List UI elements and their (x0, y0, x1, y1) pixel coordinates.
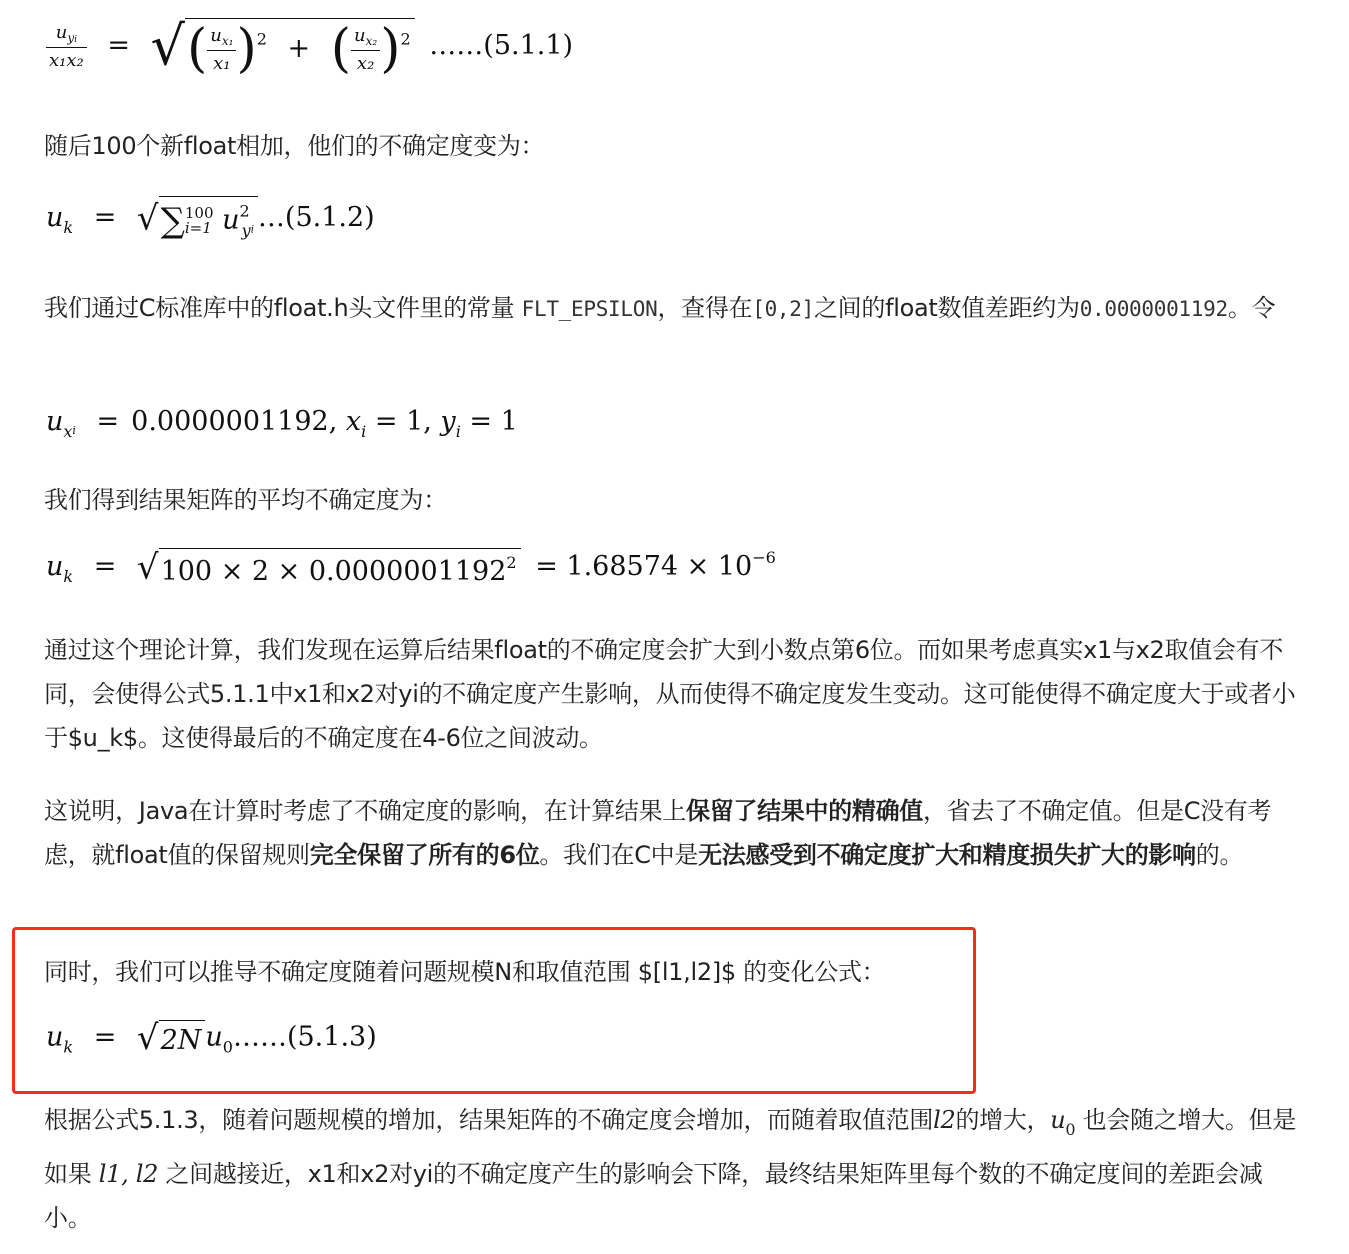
paragraph-intro-sum: 随后100个新float相加，他们的不确定度变为： (44, 132, 545, 160)
bold-text: 完全保留了所有的6位 (309, 841, 540, 869)
paragraph-theory-analysis: 通过这个理论计算，我们发现在运算后结果float的不确定度会扩大到小数点第6位。而如果考虑真实x1与x2取值会有不同，会使得公式5.1.1中x1和x2对yi的不确定度产生影响，从而使得不确定度发生变动。这可能使得不确定度大于或者小于$u_k$。这使得最后的不确定度在4-6位之间波动。 (44, 636, 1296, 752)
paragraph-scale-formula: 同时，我们可以推导不确定度随着问题规模N和取值范围 $[l1,l2]$ 的变化公式： (44, 958, 886, 986)
paragraph-flt-epsilon: 我们通过C标准库中的float.h头文件里的常量 FLT_EPSILON，查得在[0,2]之间的float数值差距约为0.0000001192。令 (44, 294, 1276, 322)
equation-tag: …(5.1.2) (257, 202, 375, 233)
equation-result: $u_k = √100 \times 2 \times 0.0000001192^2 = 1.68574 \times 10^{-6}$ (46, 547, 776, 588)
equation-5-1-1: $\frac{u_{yi}}{\text{x₁x₂}}$ = √( $\frac{u_{x_1}}{\text{x₁}}$ )$^2$ + ( $\frac{u_{x_2}}{\text{x₂}}$ )$^2$ ……(5.1.1) (46, 18, 573, 75)
equation-tag: ……(5.1.3) (232, 1021, 377, 1053)
radicand: $100 \times 2 \times 0.0000001192^2$ (159, 548, 521, 587)
fraction: $\frac{u_{yi}}{\text{x₁x₂}}$ (46, 22, 87, 71)
sqrt-sign: √ (150, 14, 185, 78)
inline-code: 0.0000001192 (1079, 297, 1228, 321)
bold-text: 保留了结果中的精确值 (686, 797, 923, 825)
equation-tag: ……(5.1.1) (429, 30, 574, 61)
inline-code: [0,2] (752, 297, 814, 321)
paragraph-average-uncertainty: 我们得到结果矩阵的平均不确定度为： (44, 486, 447, 514)
inline-code: FLT_EPSILON (521, 297, 658, 321)
equation-5-1-3: $u_k = √2N$ $u_0\dots\dots(5.1.3)$ (46, 1018, 377, 1058)
sqrt-sign: √ (136, 198, 159, 239)
paragraph-java-vs-c: 这说明，Java在计算时考虑了不确定度的影响，在计算结果上保留了结果中的精确值，省去了不确定值。但是C没有考虑，就float值的保留规则完全保留了所有的6位。我们在C中是无法感受到不确定度扩大和精度损失扩大的影响的。 (44, 797, 1272, 869)
sqrt-sign: √ (136, 547, 159, 588)
radicand: ∑100 i=1 $u^2_yi$ (159, 196, 258, 241)
equation-assignment: $u_xi = 0.0000001192$, $x_i = 1$, $y_i = 1$ (46, 406, 518, 441)
radicand: ( $\frac{u_{x_1}}{\text{x₁}}$ )$^2$ + ( $\frac{u_{x_2}}{\text{x₂}}$ )$^2$ (185, 18, 415, 75)
bold-text: 无法感受到不确定度扩大和精度损失扩大的影响 (698, 841, 1196, 869)
paragraph-conclusion: 根据公式5.1.3，随着问题规模的增加，结果矩阵的不确定度会增加，而随着取值范围l2的增大，$u_0$ 也会随之增大。但是如果 l1, l2 之间越接近，x1和x2对yi的不确定度产生的影响会下降，最终结果矩阵里每个数的不确定度间的差距会减小。 (44, 1106, 1296, 1232)
equation-5-1-2: $u_k = √\sum 100$ i=1 $u^2_yi$ …(5.1.2) (46, 196, 375, 241)
radicand: 2N (159, 1020, 206, 1056)
sqrt-sign: √ (136, 1018, 159, 1058)
